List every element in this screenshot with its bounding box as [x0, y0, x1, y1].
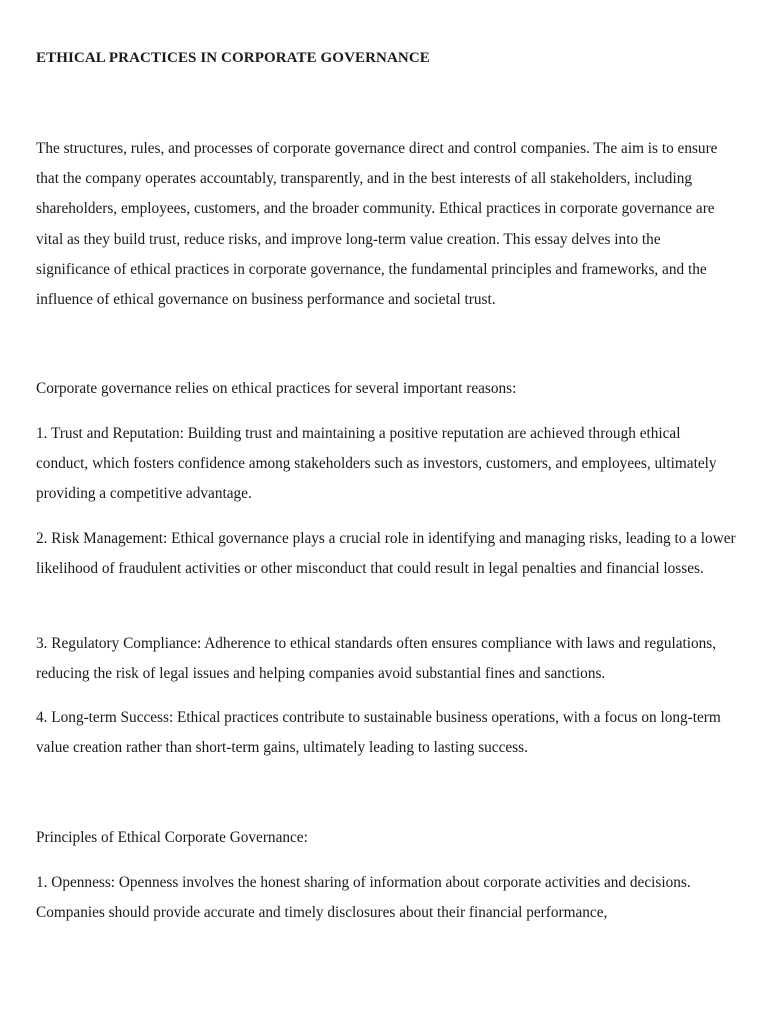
reason-item-risk: 2. Risk Management: Ethical governance plays a crucial role in identifying and managing risks, leading to a lower likelihood of fraudulent activities or other misconduct that could result in legal penalties and financial losses.: [36, 530, 736, 578]
intro-paragraph: The structures, rules, and processes of corporate governance direct and control companies. The aim is to ensure that the company operates accountably, transparently, and in the best interests of all stakeholders, including shareholders, employees, customers, and the broader community. Ethical practices in corporate governance are vital as they build trust, reduce risks, and improve long-term value creation. This essay delves into the significance of ethical practices in corporate governance, the fundamental principles and frameworks, and the influence of ethical governance on business performance and societal trust.: [36, 140, 718, 309]
principles-heading: Principles of Ethical Corporate Governance:: [36, 829, 308, 846]
reason-item-long-term: 4. Long-term Success: Ethical practices contribute to sustainable business operations, with a focus on long-term value creation rather than short-term gains, ultimately leading to lasting success.: [36, 709, 721, 757]
reason-item-compliance: 3. Regulatory Compliance: Adherence to ethical standards often ensures compliance with laws and regulations, reducing the risk of legal issues and helping companies avoid substantial fines and sanctions.: [36, 635, 717, 683]
reason-item-trust: 1. Trust and Reputation: Building trust and maintaining a positive reputation are achieved through ethical conduct, which fosters confidence among stakeholders such as investors, customers, and employees, ultimately providing a competitive advantage.: [36, 425, 717, 503]
principle-item-openness: 1. Openness: Openness involves the honest sharing of information about corporate activities and decisions. Companies should provide accurate and timely disclosures about their financial performance,: [36, 874, 691, 922]
reasons-heading: Corporate governance relies on ethical practices for several important reasons:: [36, 380, 517, 397]
document-title: ETHICAL PRACTICES IN CORPORATE GOVERNANCE: [36, 50, 430, 66]
